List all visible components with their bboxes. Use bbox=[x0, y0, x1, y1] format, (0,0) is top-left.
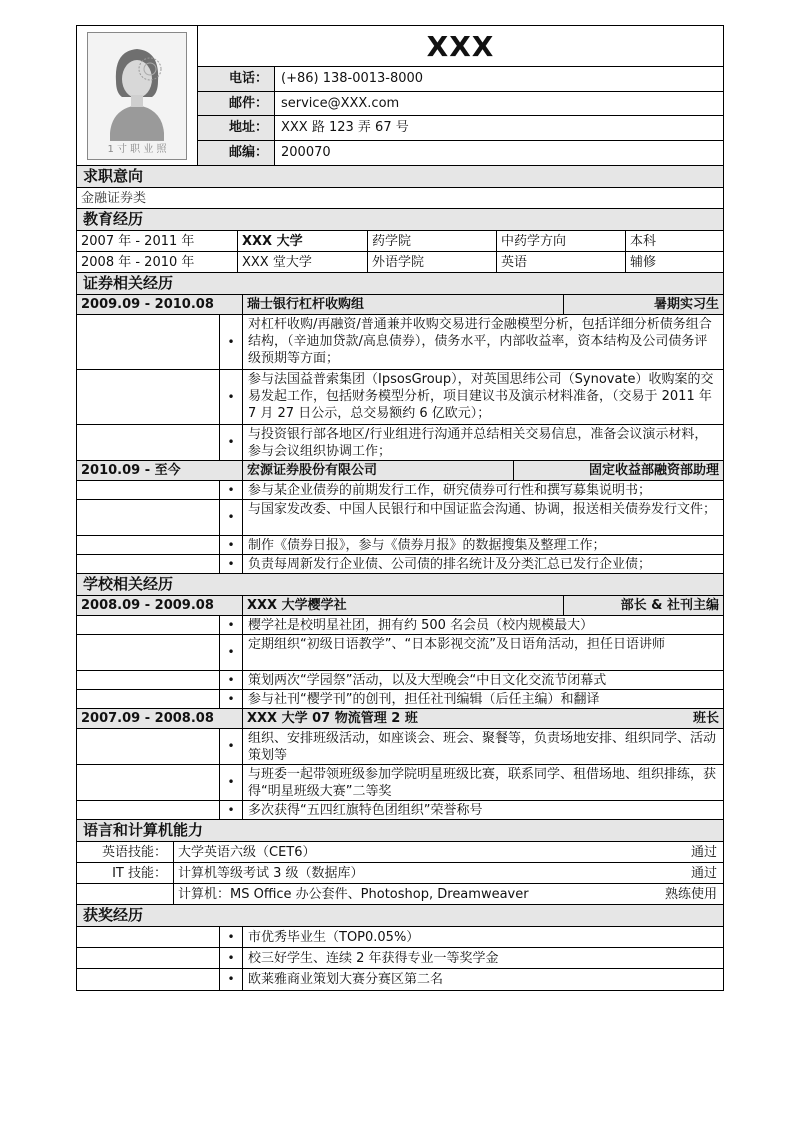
bullet-icon: • bbox=[220, 690, 243, 708]
job-period: 2007.09 - 2008.08 bbox=[77, 709, 243, 728]
job-role: 固定收益部融资部助理 bbox=[588, 463, 719, 478]
skill-row bbox=[77, 884, 723, 905]
job-bullet-row bbox=[77, 370, 723, 425]
bullet-icon: • bbox=[220, 616, 243, 634]
edu-major: 英语 bbox=[497, 252, 626, 272]
job-bullet-text: 组织、安排班级活动，如座谈会、班会、聚餐等，负责场地安排、组织同学、活动策划等 bbox=[248, 731, 717, 763]
job-org: 瑞士银行杠杆收购组 bbox=[243, 295, 564, 314]
postcode-value: 200070 bbox=[281, 145, 331, 161]
job-bullet-row bbox=[77, 481, 723, 500]
bullet-icon: • bbox=[220, 536, 243, 554]
contact-block bbox=[198, 26, 723, 165]
skill-row bbox=[77, 842, 723, 863]
bullet-icon: • bbox=[220, 729, 243, 764]
skill-desc: 计算机：MS Office 办公套件、Photoshop, Dreamweaver bbox=[178, 886, 529, 902]
job-bullet-row bbox=[77, 315, 723, 370]
bullet-icon: • bbox=[220, 801, 243, 819]
job-bullet-row bbox=[77, 801, 723, 820]
job-bullet-row bbox=[77, 635, 723, 671]
edu-school: XXX 大学 bbox=[238, 231, 368, 251]
skill-level: 熟练使用 bbox=[664, 886, 717, 902]
bullet-icon: • bbox=[220, 500, 243, 535]
contact-phone-row bbox=[198, 67, 723, 91]
edu-degree: 辅修 bbox=[630, 254, 657, 270]
address-label: 地址： bbox=[198, 116, 275, 139]
job-org: XXX 大学樱学社 bbox=[243, 596, 564, 615]
bullet-icon: • bbox=[220, 969, 243, 990]
bullet-icon: • bbox=[220, 425, 243, 460]
job-period: 2009.09 - 2010.08 bbox=[77, 295, 243, 314]
bullet-icon: • bbox=[220, 927, 243, 947]
section-title: 语言和计算机能力 bbox=[83, 821, 204, 839]
job-bullet-text: 与国家发改委、中国人民银行和中国证监会沟通、协调，报送相关债券发行文件； bbox=[248, 502, 717, 517]
job-bullet-text: 负责每周新发行企业债、公司债的排名统计及分类汇总已发行企业债； bbox=[248, 557, 652, 572]
job-header bbox=[77, 295, 723, 315]
section-title: 求职意向 bbox=[83, 167, 144, 185]
job-bullet-row bbox=[77, 536, 723, 555]
edu-major: 中药学方向 bbox=[497, 231, 626, 251]
edu-degree: 本科 bbox=[630, 233, 657, 249]
award-text: 市优秀毕业生（TOP0.05%） bbox=[248, 929, 420, 945]
job-header bbox=[77, 709, 723, 729]
job-bullet-text: 与班委一起带领班级参加学院明星班级比赛，联系同学、租借场地、组织排练，获得“明星班级大赛”二等奖 bbox=[248, 767, 717, 799]
job-bullet-text: 定期组织“初级日语教学”、“日本影视交流”及日语角活动，担任日语讲师 bbox=[248, 637, 665, 652]
bullet-icon: • bbox=[220, 948, 243, 968]
job-role: 班长 bbox=[692, 711, 719, 726]
job-bullet-row bbox=[77, 690, 723, 709]
job-bullet-text: 参与法国益普索集团（IpsosGroup），对英国思纬公司（Synovate）收购案的交易发起工作，包括财务模型分析，项目建议书及演示材料准备，（交易于 2011 年 7 月 27 日公示，总交易额约 6 亿欧元）； bbox=[248, 372, 714, 421]
award-row bbox=[77, 927, 723, 948]
section-title: 教育经历 bbox=[83, 210, 144, 228]
objective-value: 金融证券类 bbox=[81, 190, 147, 206]
phone-value: (+86) 138-0013-8000 bbox=[281, 71, 424, 87]
section-skills bbox=[77, 820, 723, 842]
contact-address-row bbox=[198, 116, 723, 140]
contact-email-row bbox=[198, 92, 723, 116]
skill-label bbox=[77, 884, 174, 904]
bullet-icon: • bbox=[220, 765, 243, 800]
education-row bbox=[77, 252, 723, 273]
award-row bbox=[77, 948, 723, 969]
skill-label: 英语技能： bbox=[77, 842, 174, 862]
job-bullet-text: 对杠杆收购/再融资/普通兼并收购交易进行金融模型分析，包括详细分析债务组合结构，（辛迪加贷款/高息债券），债务水平，内部收益率，资本结构及公司债务评级预期等方面； bbox=[248, 317, 712, 366]
job-bullet-row bbox=[77, 555, 723, 574]
section-title: 获奖经历 bbox=[83, 906, 144, 924]
job-bullet-text: 参与社刊“樱学刊”的创刊，担任社刊编辑（后任主编）和翻译 bbox=[248, 692, 600, 707]
address-value: XXX 路 123 弄 67 号 bbox=[281, 120, 409, 136]
job-header bbox=[77, 461, 723, 481]
skill-label: IT 技能： bbox=[77, 863, 174, 883]
candidate-name: XXX bbox=[198, 26, 723, 67]
contact-postcode-row bbox=[198, 141, 723, 165]
skill-level: 通过 bbox=[690, 844, 717, 860]
job-bullet-text: 多次获得“五四红旗特色团组织”荣誉称号 bbox=[248, 803, 483, 818]
edu-period: 2007 年 - 2011 年 bbox=[77, 231, 238, 251]
section-awards bbox=[77, 905, 723, 927]
section-securities bbox=[77, 273, 723, 295]
job-bullet-row bbox=[77, 671, 723, 690]
education-row bbox=[77, 231, 723, 252]
job-bullet-text: 制作《债券日报》，参与《债券月报》的数据搜集及整理工作； bbox=[248, 538, 606, 553]
section-title: 学校相关经历 bbox=[83, 575, 174, 593]
skill-desc: 大学英语六级（CET6） bbox=[178, 844, 316, 860]
header-block bbox=[77, 26, 723, 166]
job-bullet-row bbox=[77, 425, 723, 461]
job-bullet-row bbox=[77, 616, 723, 635]
edu-period: 2008 年 - 2010 年 bbox=[77, 252, 238, 272]
award-text: 校三好学生、连续 2 年获得专业一等奖学金 bbox=[248, 950, 499, 966]
section-school bbox=[77, 574, 723, 596]
bullet-icon: • bbox=[220, 555, 243, 573]
job-bullet-row bbox=[77, 765, 723, 801]
resume-table bbox=[76, 25, 724, 991]
skill-row bbox=[77, 863, 723, 884]
bullet-icon: • bbox=[220, 370, 243, 424]
job-role: 暑期实习生 bbox=[653, 297, 719, 312]
skill-level: 通过 bbox=[690, 865, 717, 881]
job-bullet-text: 参与某企业债券的前期发行工作，研究债券可行性和撰写募集说明书； bbox=[248, 483, 652, 498]
phone-label: 电话： bbox=[198, 67, 275, 90]
photo-cell bbox=[77, 26, 198, 165]
edu-college: 药学院 bbox=[368, 231, 497, 251]
job-period: 2010.09 - 至今 bbox=[77, 461, 243, 480]
job-bullet-text: 樱学社是校明星社团，拥有约 500 名会员（校内规模最大） bbox=[248, 618, 594, 633]
email-value: service@XXX.com bbox=[281, 95, 400, 111]
objective-row bbox=[77, 188, 723, 209]
edu-college: 外语学院 bbox=[368, 252, 497, 272]
bullet-icon: • bbox=[220, 315, 243, 369]
job-header bbox=[77, 596, 723, 616]
section-title: 证券相关经历 bbox=[83, 274, 174, 292]
photo-caption: 1 寸 职 业 照 bbox=[107, 143, 167, 155]
award-row bbox=[77, 969, 723, 990]
job-bullet-row bbox=[77, 500, 723, 536]
job-bullet-text: 与投资银行部各地区/行业组进行沟通并总结相关交易信息，准备会议演示材料，参与会议组织协调工作； bbox=[248, 427, 708, 459]
section-education bbox=[77, 209, 723, 231]
edu-school: XXX 堂大学 bbox=[238, 252, 368, 272]
postcode-label: 邮编： bbox=[198, 141, 275, 165]
job-bullet-row bbox=[77, 729, 723, 765]
skill-desc: 计算机等级考试 3 级（数据库） bbox=[178, 865, 364, 881]
email-label: 邮件： bbox=[198, 92, 275, 115]
award-text: 欧莱雅商业策划大赛分赛区第二名 bbox=[248, 972, 444, 987]
bullet-icon: • bbox=[220, 635, 243, 670]
bullet-icon: • bbox=[220, 481, 243, 499]
job-org: 宏源证券股份有限公司 bbox=[243, 461, 514, 480]
job-org: XXX 大学 07 物流管理 2 班 bbox=[247, 711, 418, 726]
job-period: 2008.09 - 2009.08 bbox=[77, 596, 243, 615]
job-role: 部长 & 社刊主编 bbox=[620, 598, 719, 613]
job-bullet-text: 策划两次“学园祭”活动，以及大型晚会“中日文化交流节闭幕式 bbox=[248, 673, 607, 688]
profile-photo bbox=[87, 32, 187, 160]
bullet-icon: • bbox=[220, 671, 243, 689]
section-objective bbox=[77, 166, 723, 188]
